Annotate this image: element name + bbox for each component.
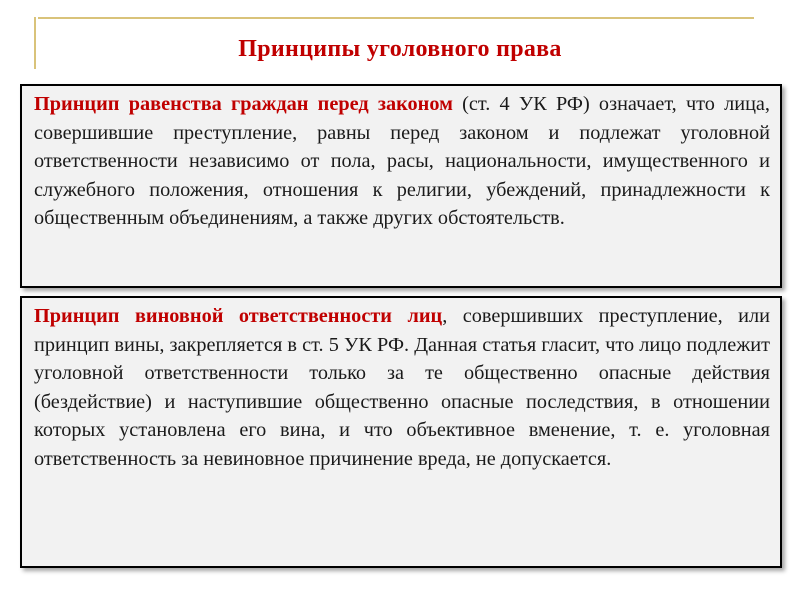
principle-guilt-text: , совершивших преступление, или принцип вины, закрепляется в ст. 5 УК РФ. Данная статья гласит, что лицо подлежит уголовной ответственности только за те общественно опасные действия (бездействие) и наступившие общественно опасные последствия, в отношении которых установлена его вина, и что объективное вменение, т. е. уголовная ответственность за невиновное причинение вреда, не допускается. [34, 305, 770, 470]
slide-title: Принципы уголовного права [238, 36, 562, 62]
principle-guilt-box [20, 296, 782, 568]
principle-equality-text: (ст. 4 УК РФ) означает, что лица, совершившие преступление, равны перед законом и подлежат уголовной ответственности независимо от пола, расы, национальности, имущественного и служебного положения, отношения к религии, убеждений, принадлежности к общественным объединениям, а также других обстоятельств. [34, 93, 770, 230]
principle-equality-heading: Принцип равенства граждан перед законом [34, 93, 453, 115]
principle-equality-box [20, 84, 782, 288]
decorative-top-line [38, 17, 754, 19]
principle-guilt-heading: Принцип виновной ответственности лиц [34, 305, 443, 327]
